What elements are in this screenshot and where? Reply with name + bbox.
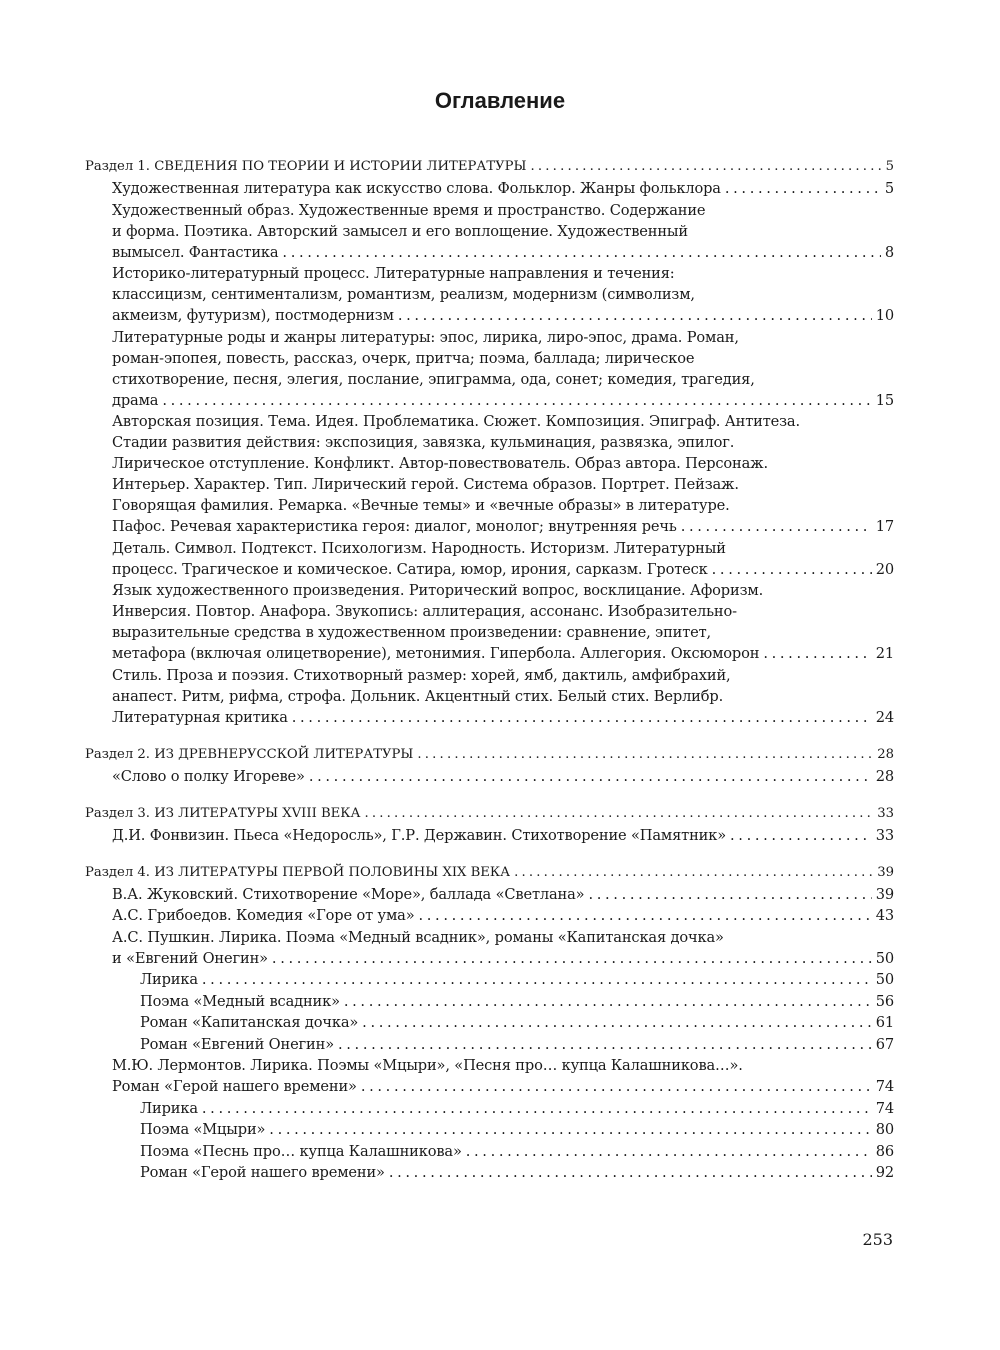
toc-subentry[interactable] xyxy=(85,969,894,990)
entry-line xyxy=(140,1012,894,1033)
entry-line xyxy=(85,861,894,884)
entry-line xyxy=(140,969,894,990)
entry-text: Роман «Евгений Онегин» xyxy=(140,1035,334,1053)
toc-entry[interactable] xyxy=(85,200,894,263)
entry-text: Раздел 3. ИЗ ЛИТЕРАТУРЫ XVIII ВЕКА xyxy=(85,805,361,821)
entry-text: Авторская позиция. Тема. Идея. Проблематика. Сюжет. Композиция. Эпиграф. Антитеза. xyxy=(112,413,800,430)
entry-line xyxy=(112,665,894,686)
entry-line xyxy=(112,559,894,580)
entry-line xyxy=(112,905,894,926)
dot-leader xyxy=(531,155,882,178)
toc-subentry[interactable] xyxy=(85,1034,894,1055)
dot-leader xyxy=(344,991,872,1012)
dot-leader xyxy=(730,825,872,846)
dot-leader xyxy=(362,1012,872,1033)
toc-entry[interactable] xyxy=(85,327,894,411)
page-ref: 74 xyxy=(875,1078,894,1095)
page-ref: 67 xyxy=(875,1035,894,1053)
page-ref: 24 xyxy=(875,708,894,726)
entry-line xyxy=(85,802,894,825)
entry-line xyxy=(112,284,894,305)
dot-leader xyxy=(282,242,880,263)
entry-text: Роман «Герой нашего времени» xyxy=(112,1078,357,1095)
entry-text: Поэма «Песнь про… купца Калашникова» xyxy=(140,1142,462,1160)
entry-text: Инверсия. Повтор. Анафора. Звукопись: аллитерация, ассонанс. Изобразительно- xyxy=(112,603,737,620)
page-ref: 86 xyxy=(875,1142,894,1160)
entry-line xyxy=(112,825,894,846)
entry-text: Лирика xyxy=(140,1099,198,1117)
entry-text: Литературная критика xyxy=(112,708,288,726)
entry-line xyxy=(112,1076,894,1097)
entry-line xyxy=(112,348,894,369)
toc-section xyxy=(85,743,894,787)
page-title: Оглавление xyxy=(434,88,566,113)
entry-text: Роман «Герой нашего времени» xyxy=(140,1164,385,1181)
page-ref: 50 xyxy=(875,949,894,967)
entry-text: классицизм, сентиментализм, романтизм, реализм, модернизм (символизм, xyxy=(112,286,695,303)
toc-entry[interactable] xyxy=(85,766,894,787)
table-of-contents xyxy=(85,155,894,1198)
entry-text: выразительные средства в художественном произведении: сравнение, эпитет, xyxy=(112,624,712,641)
page-ref: 20 xyxy=(875,560,894,578)
page-ref: 74 xyxy=(875,1099,894,1117)
page-ref: 43 xyxy=(875,907,894,924)
dot-leader xyxy=(417,743,873,766)
toc-entry[interactable] xyxy=(85,825,894,846)
dot-leader xyxy=(272,948,872,969)
entry-text: Д.И. Фонвизин. Пьеса «Недоросль», Г.Р. Державин. Стихотворение «Памятник» xyxy=(112,826,727,844)
entry-line xyxy=(112,221,894,242)
page-ref: 39 xyxy=(877,864,894,880)
dot-leader xyxy=(725,178,881,199)
section-heading[interactable] xyxy=(85,743,894,766)
entry-text: процесс. Трагическое и комическое. Сатира, юмор, ирония, сарказм. Гротеск xyxy=(112,560,708,578)
page-ref: 28 xyxy=(875,767,894,785)
page-ref: 8 xyxy=(884,243,894,261)
section-heading[interactable] xyxy=(85,861,894,884)
entry-text: акмеизм, футуризм), постмодернизм xyxy=(112,307,394,324)
entry-line xyxy=(112,884,894,905)
entry-line xyxy=(140,1034,894,1055)
dot-leader xyxy=(681,516,872,537)
section-heading[interactable] xyxy=(85,802,894,825)
entry-line xyxy=(112,474,894,495)
dot-leader xyxy=(712,559,872,580)
entry-line xyxy=(112,948,894,969)
entry-text: анапест. Ритм, рифма, строфа. Дольник. Акцентный стих. Белый стих. Верлибр. xyxy=(112,687,724,705)
entry-text: Пафос. Речевая характеристика героя: диалог, монолог; внутренняя речь xyxy=(112,518,677,535)
dot-leader xyxy=(514,861,873,884)
toc-entry[interactable] xyxy=(85,411,894,537)
entry-line xyxy=(112,643,894,664)
entry-line xyxy=(112,927,894,948)
toc-entry[interactable] xyxy=(85,665,894,728)
dot-leader xyxy=(418,905,871,926)
dot-leader xyxy=(162,390,871,411)
page-ref: 10 xyxy=(875,307,894,324)
entry-text: В.А. Жуковский. Стихотворение «Море», баллада «Светлана» xyxy=(112,885,585,903)
toc-section xyxy=(85,802,894,846)
page-ref: 56 xyxy=(875,992,894,1010)
entry-text: драма xyxy=(112,391,159,409)
page-ref: 33 xyxy=(875,826,894,844)
entry-line xyxy=(112,411,894,432)
toc-subentry[interactable] xyxy=(85,1141,894,1162)
entry-text: Литературные роды и жанры литературы: эпос, лирика, лиро-эпос, драма. Роман, xyxy=(112,328,739,346)
entry-text: Интерьер. Характер. Тип. Лирический герой. Система образов. Портрет. Пейзаж. xyxy=(112,476,739,493)
dot-leader xyxy=(763,643,871,664)
page-ref: 5 xyxy=(884,180,894,197)
entry-text: Стиль. Проза и поэзия. Стихотворный размер: хорей, ямб, дактиль, амфибрахий, xyxy=(112,666,731,684)
dot-leader xyxy=(202,969,872,990)
page-ref: 28 xyxy=(877,746,894,762)
entry-text: Лирика xyxy=(140,971,198,988)
entry-line xyxy=(112,263,894,284)
toc-subentry[interactable] xyxy=(85,1119,894,1140)
page-ref: 61 xyxy=(875,1014,894,1031)
entry-text: Художественный образ. Художественные время и пространство. Содержание xyxy=(112,201,706,219)
section-heading[interactable] xyxy=(85,155,894,178)
entry-line xyxy=(85,155,894,178)
dot-leader xyxy=(309,766,872,787)
toc-subentry[interactable] xyxy=(85,1098,894,1119)
entry-line xyxy=(140,1119,894,1140)
entry-text: Стадии развития действия: экспозиция, завязка, кульминация, развязка, эпилог. xyxy=(112,434,735,451)
toc-entry[interactable] xyxy=(85,927,894,969)
entry-text: Раздел 4. ИЗ ЛИТЕРАТУРЫ ПЕРВОЙ ПОЛОВИНЫ XIX ВЕКА xyxy=(85,864,511,880)
entry-text: Язык художественного произведения. Риторический вопрос, восклицание. Афоризм. xyxy=(112,582,764,599)
toc-entry[interactable] xyxy=(85,580,894,664)
entry-line xyxy=(112,200,894,221)
entry-line xyxy=(112,1055,894,1076)
page-ref: 39 xyxy=(875,885,894,903)
entry-text: стихотворение, песня, элегия, послание, эпиграмма, ода, сонет; комедия, трагедия, xyxy=(112,370,755,388)
page-ref: 33 xyxy=(877,805,894,821)
entry-line xyxy=(112,432,894,453)
entry-text: А.С. Грибоедов. Комедия «Горе от ума» xyxy=(112,907,415,924)
toc-section xyxy=(85,861,894,1184)
entry-text: роман-эпопея, повесть, рассказ, очерк, притча; поэма, баллада; лирическое xyxy=(112,349,695,367)
toc-section xyxy=(85,155,894,728)
entry-line xyxy=(112,305,894,326)
entry-text: А.С. Пушкин. Лирика. Поэма «Медный всадник», романы «Капитанская дочка» xyxy=(112,928,724,946)
entry-line xyxy=(112,495,894,516)
page-ref: 50 xyxy=(875,971,894,988)
entry-text: Художественная литература как искусство слова. Фольклор. Жанры фольклора xyxy=(112,180,721,197)
toc-entry[interactable] xyxy=(85,905,894,926)
dot-leader xyxy=(338,1034,872,1055)
entry-line xyxy=(112,601,894,622)
entry-text: М.Ю. Лермонтов. Лирика. Поэмы «Мцыри», «Песня про… купца Калашникова…». xyxy=(112,1057,743,1074)
entry-line xyxy=(112,327,894,348)
entry-line xyxy=(112,516,894,537)
entry-line xyxy=(112,453,894,474)
toc-subentry[interactable] xyxy=(85,1162,894,1183)
entry-text: и «Евгений Онегин» xyxy=(112,949,268,967)
entry-line xyxy=(112,178,894,199)
dot-leader xyxy=(466,1141,872,1162)
entry-line xyxy=(112,686,894,707)
entry-text: Историко-литературный процесс. Литературные направления и течения: xyxy=(112,265,675,282)
entry-text: Роман «Капитанская дочка» xyxy=(140,1014,359,1031)
page-ref: 80 xyxy=(875,1121,894,1138)
entry-line xyxy=(140,1162,894,1183)
toc-entry[interactable] xyxy=(85,1055,894,1097)
entry-line xyxy=(140,1098,894,1119)
entry-text: Раздел 1. СВЕДЕНИЯ ПО ТЕОРИИ И ИСТОРИИ ЛИТЕРАТУРЫ xyxy=(85,159,527,174)
entry-text: Деталь. Символ. Подтекст. Психологизм. Народность. Историзм. Литературный xyxy=(112,539,726,557)
dot-leader xyxy=(202,1098,872,1119)
page-ref: 17 xyxy=(875,518,894,535)
entry-line xyxy=(112,390,894,411)
dot-leader xyxy=(269,1119,871,1140)
toc-entry[interactable] xyxy=(85,263,894,326)
entry-line xyxy=(112,580,894,601)
entry-line xyxy=(85,743,894,766)
toc-entry[interactable] xyxy=(85,884,894,905)
entry-text: «Слово о полку Игореве» xyxy=(112,767,305,785)
page-number: 253 xyxy=(862,1230,893,1249)
toc-subentry[interactable] xyxy=(85,1012,894,1033)
entry-text: Поэма «Мцыри» xyxy=(140,1121,266,1138)
entry-line xyxy=(112,622,894,643)
entry-line xyxy=(112,369,894,390)
dot-leader xyxy=(398,305,872,326)
entry-text: Говорящая фамилия. Ремарка. «Вечные темы» и «вечные образы» в литературе. xyxy=(112,497,730,514)
page-ref: 15 xyxy=(875,391,894,409)
dot-leader xyxy=(292,707,872,728)
dot-leader xyxy=(361,1076,872,1097)
page-ref: 5 xyxy=(885,159,894,174)
toc-entry[interactable] xyxy=(85,538,894,580)
entry-text: Лирическое отступление. Конфликт. Автор-повествователь. Образ автора. Персонаж. xyxy=(112,455,768,472)
entry-line xyxy=(112,766,894,787)
page-ref: 92 xyxy=(875,1164,894,1181)
entry-line xyxy=(112,707,894,728)
dot-leader xyxy=(389,1162,872,1183)
entry-line xyxy=(112,538,894,559)
toc-entry[interactable] xyxy=(85,178,894,199)
entry-text: Раздел 2. ИЗ ДРЕВНЕРУССКОЙ ЛИТЕРАТУРЫ xyxy=(85,746,414,762)
entry-line xyxy=(112,242,894,263)
dot-leader xyxy=(365,802,874,825)
page-ref: 21 xyxy=(875,645,894,662)
entry-text: вымысел. Фантастика xyxy=(112,243,279,261)
entry-text: и форма. Поэтика. Авторский замысел и его воплощение. Художественный xyxy=(112,222,688,240)
entry-line xyxy=(140,991,894,1012)
entry-text: Поэма «Медный всадник» xyxy=(140,992,340,1010)
entry-text: метафора (включая олицетворение), метонимия. Гипербола. Аллегория. Оксюморон xyxy=(112,645,760,662)
dot-leader xyxy=(588,884,871,905)
entry-line xyxy=(140,1141,894,1162)
toc-subentry[interactable] xyxy=(85,991,894,1012)
